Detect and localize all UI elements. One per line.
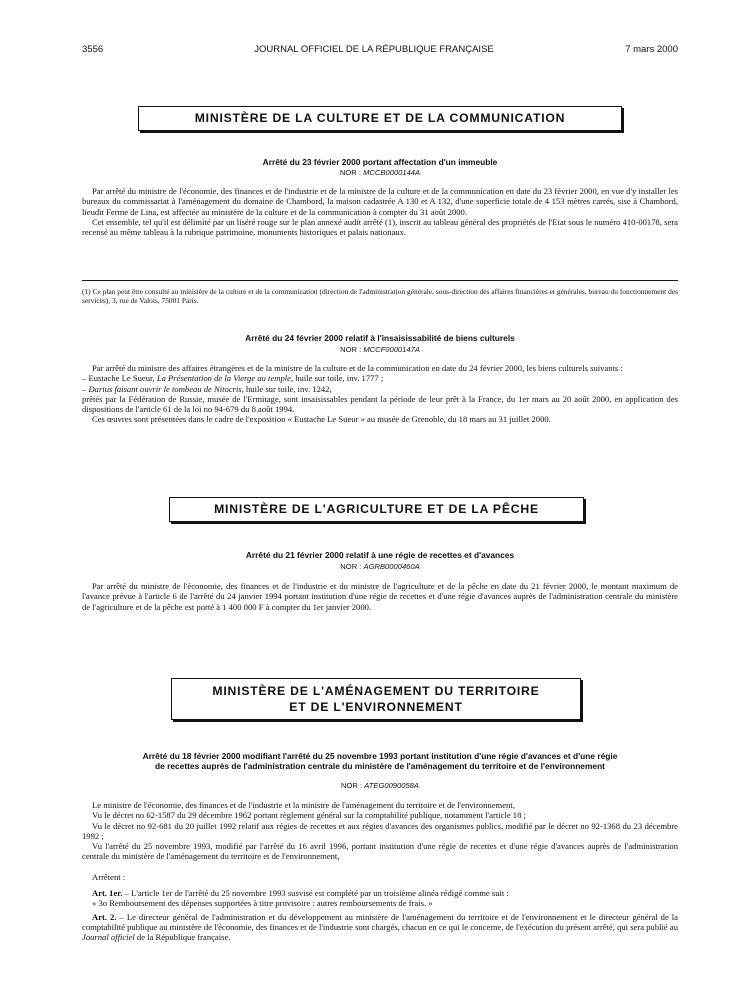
decree-title: Arrêté du 23 février 2000 portant affectation d'un immeuble (262, 157, 498, 167)
list-item: – Eustache Le Sueur, La Présentation de la Vierge au temple, huile sur toile, inv. 1777 ; (82, 373, 384, 384)
page-number: 3556 (82, 44, 104, 55)
article: Art. 2. – Le directeur général de l'administration et du développement au ministère de l'aménagement du territoire et de l'environnement et le directeur général de la comptabilité publique au ministère de l'économie, des finances et de l'industrie sont chargés, chacun en ce qui le concerne, de l'exécution du présent arrêté, qui sera publié au Journal officiel de la République française. (82, 911, 679, 943)
nor-reference: NOR : MCCB0000144A (339, 168, 421, 177)
decree-body (82, 581, 678, 612)
article-quote: « 3o Remboursement des dépenses supportées à titre provisoire : autres remboursements de frais. » (92, 898, 433, 909)
ministry-heading-environment (171, 678, 581, 720)
paragraph: Le ministre de l'économie, des finances et de l'industrie et la ministre de l'aménagement du territoire et de l'environnement, (92, 800, 515, 810)
footnote-divider (82, 280, 678, 281)
nor-reference: NOR : MCCF0000147A (340, 345, 420, 354)
paragraph: Par arrêté du ministre des affaires étrangères et de la ministre de la culture et de la communication en date du 24 février 2000, les biens culturels suivants : (92, 363, 623, 373)
nor-reference: NOR : AGRB0000460A (340, 562, 420, 571)
decree-body (82, 186, 678, 237)
paragraph: Ces œuvres sont présentées dans le cadre de l'exposition « Eustache Le Sueur » au musée de Grenoble, du 18 mars au 31 juillet 2000. (92, 414, 551, 425)
paragraph: Vu le décret no 62-1587 du 29 décembre 1962 portant règlement général sur la comptabilité publique, notamment l'article 18 ; (92, 810, 526, 821)
paragraph: Par arrêté du ministre de l'économie, des finances et de l'industrie et de la ministre de la culture et de la communication en date du 23 février 2000, en vue d'y installer les bureaux du commissariat à l'aménagement du domaine de Chambord, la maison cadastrée A 130 et A 132, d'une superficie totale de 4 153 mètres carrés, sise à Chambord, lieudit Ferme de Lina, est affectée au ministère de la culture et de la communication à compter du 31 août 2000. (82, 186, 678, 217)
decree-body (82, 800, 678, 943)
paragraph: prêtés par la Fédération de Russie, musée de l'Ermitage, sont insaisissables pendant la période de leur prêt à la France, du 1er mars au 20 août 2000, en application des dispositions de l'article 61 de la loi no 94-679 du 8 août 1994. (82, 393, 678, 415)
paragraph: Vu l'arrêté du 25 novembre 1993, modifié par l'arrêté du 16 avril 1996, portant institution d'une régie de recettes et d'une régie d'avances auprès de l'administration centrale du ministère de l'aménagement du territoire et de l'environnement, (82, 841, 678, 862)
ministry-heading-agriculture: MINISTÈRE DE L'AGRICULTURE ET DE LA PÊCHE (169, 497, 584, 522)
decree-title: Arrêté du 24 février 2000 relatif à l'insaisissabilité de biens culturels (245, 333, 515, 343)
ministry-heading-culture: MINISTÈRE DE LA CULTURE ET DE LA COMMUNICATION (138, 106, 622, 131)
paragraph: Cet ensemble, tel qu'il est délimité par un liséré rouge sur le plan annexé audit arrêté (1), inscrit au tableau général des propriétés de l'Etat sous le numéro 410-00178, sera recensé au même tableau à la rubrique patrimoine, monuments historiques et palais nationaux. (82, 216, 678, 238)
journal-title: JOURNAL OFFICIEL DE LA RÉPUBLIQUE FRANÇAISE (254, 44, 494, 55)
paragraph: Vu le décret no 92-681 du 20 juillet 1992 relatif aux régies de recettes et aux régies d'avances des organismes publics, modifié par le décret no 92-1368 du 23 décembre 1992 ; (82, 820, 678, 841)
list-item: – Darius faisant ouvrir le tombeau de Nitocris, huile sur toile, inv. 1242, (82, 383, 332, 394)
issue-date: 7 mars 2000 (625, 44, 678, 55)
decree-title-line: de recettes auprès de l'administration centrale du ministère de l'aménagement du territoire et de l'environnement (155, 761, 605, 771)
article: Art. 1er. – L'article 1er de l'arrêté du 25 novembre 1993 susvisé est complété par un troisième alinéa rédigé comme suit : (92, 888, 509, 899)
decree-title: Arrêté du 21 février 2000 relatif à une régie de recettes et d'avances (245, 550, 515, 560)
ministry-line: MINISTÈRE DE L'AMÉNAGEMENT DU TERRITOIRE (212, 684, 540, 698)
nor-reference: NOR : ATEG0090058A (341, 781, 419, 790)
ministry-line: ET DE L'ENVIRONNEMENT (289, 700, 463, 714)
paragraph: Arrêtent : (92, 871, 126, 882)
decree-title (82, 751, 678, 771)
decree-title-line: Arrêté du 18 février 2000 modifiant l'arrêté du 25 novembre 1993 portant institution d'une régie d'avances et d'une régie (142, 751, 618, 761)
decree-body (82, 363, 678, 425)
paragraph: Par arrêté du ministre de l'économie, des finances et de l'industrie et du ministre de l'agriculture et de la pêche en date du 21 février 2000, le montant maximum de l'avance prévue à l'article 6 de l'arrêté du 24 janvier 1994 portant institution d'une régie de recettes et d'une régie d'avances auprès de l'administration centrale du ministère de l'agriculture et de la pêche est porté à 1 400 000 F à compter du 1er janvier 2000. (82, 581, 678, 612)
footnote: (1) Ce plan peut être consulté au ministère de la culture et de la communication (direction de l'administration générale, sous-direction des affaires financières et générales, bureau du fonctionnement des services), 3, rue de Valois, 75001 Paris. (82, 287, 678, 305)
